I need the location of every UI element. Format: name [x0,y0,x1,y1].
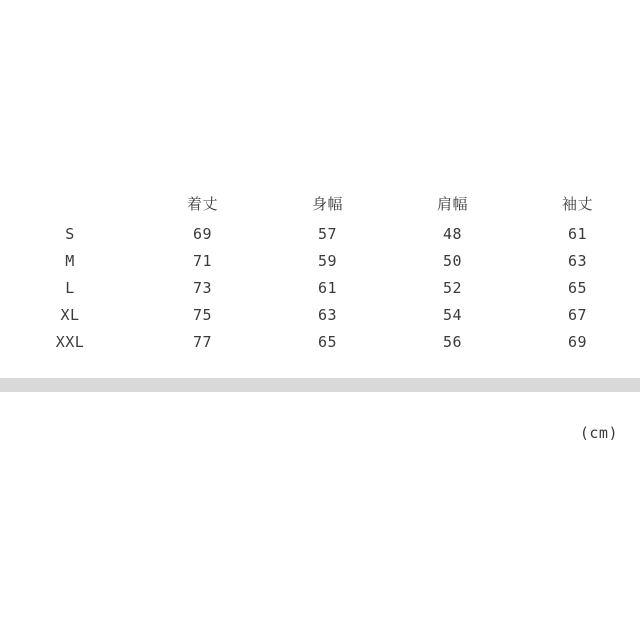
cell-s-length: 69 [192,224,213,243]
table-row [0,247,640,274]
cell-xl-sleeve-length: 67 [567,305,588,324]
table-header-shoulder-width: 肩幅 [436,194,468,213]
size-label-s: S [65,224,75,243]
cell-m-shoulder-width: 50 [442,251,463,270]
table-header-corner [0,186,140,220]
cell-xxl-chest-width: 65 [317,332,338,351]
cell-xl-length: 75 [192,305,213,324]
table-header-length: 着丈 [186,194,218,213]
cell-s-sleeve-length: 61 [567,224,588,243]
table-row [0,274,640,301]
table-row [0,328,640,355]
unit-note: (cm) [579,424,618,442]
table-header-chest-width: 身幅 [311,194,343,213]
table-header [0,186,640,220]
cell-xl-shoulder-width: 54 [442,305,463,324]
table-header-sleeve-length: 袖丈 [561,194,593,213]
size-label-l: L [65,278,75,297]
table-row [0,220,640,247]
table-header-row [0,186,640,220]
size-label-xxl: XXL [55,332,85,351]
size-label-xl: XL [60,305,80,324]
cell-l-chest-width: 61 [317,278,338,297]
cell-l-sleeve-length: 65 [567,278,588,297]
cell-s-shoulder-width: 48 [442,224,463,243]
cell-xxl-sleeve-length: 69 [567,332,588,351]
horizontal-divider [0,378,640,392]
cell-xxl-length: 77 [192,332,213,351]
cell-m-sleeve-length: 63 [567,251,588,270]
cell-s-chest-width: 57 [317,224,338,243]
cell-xl-chest-width: 63 [317,305,338,324]
cell-l-length: 73 [192,278,213,297]
cell-xxl-shoulder-width: 56 [442,332,463,351]
table-row [0,301,640,328]
size-table [0,186,640,355]
cell-m-chest-width: 59 [317,251,338,270]
cell-l-shoulder-width: 52 [442,278,463,297]
size-label-m: M [65,251,75,270]
table-body [0,220,640,355]
cell-m-length: 71 [192,251,213,270]
